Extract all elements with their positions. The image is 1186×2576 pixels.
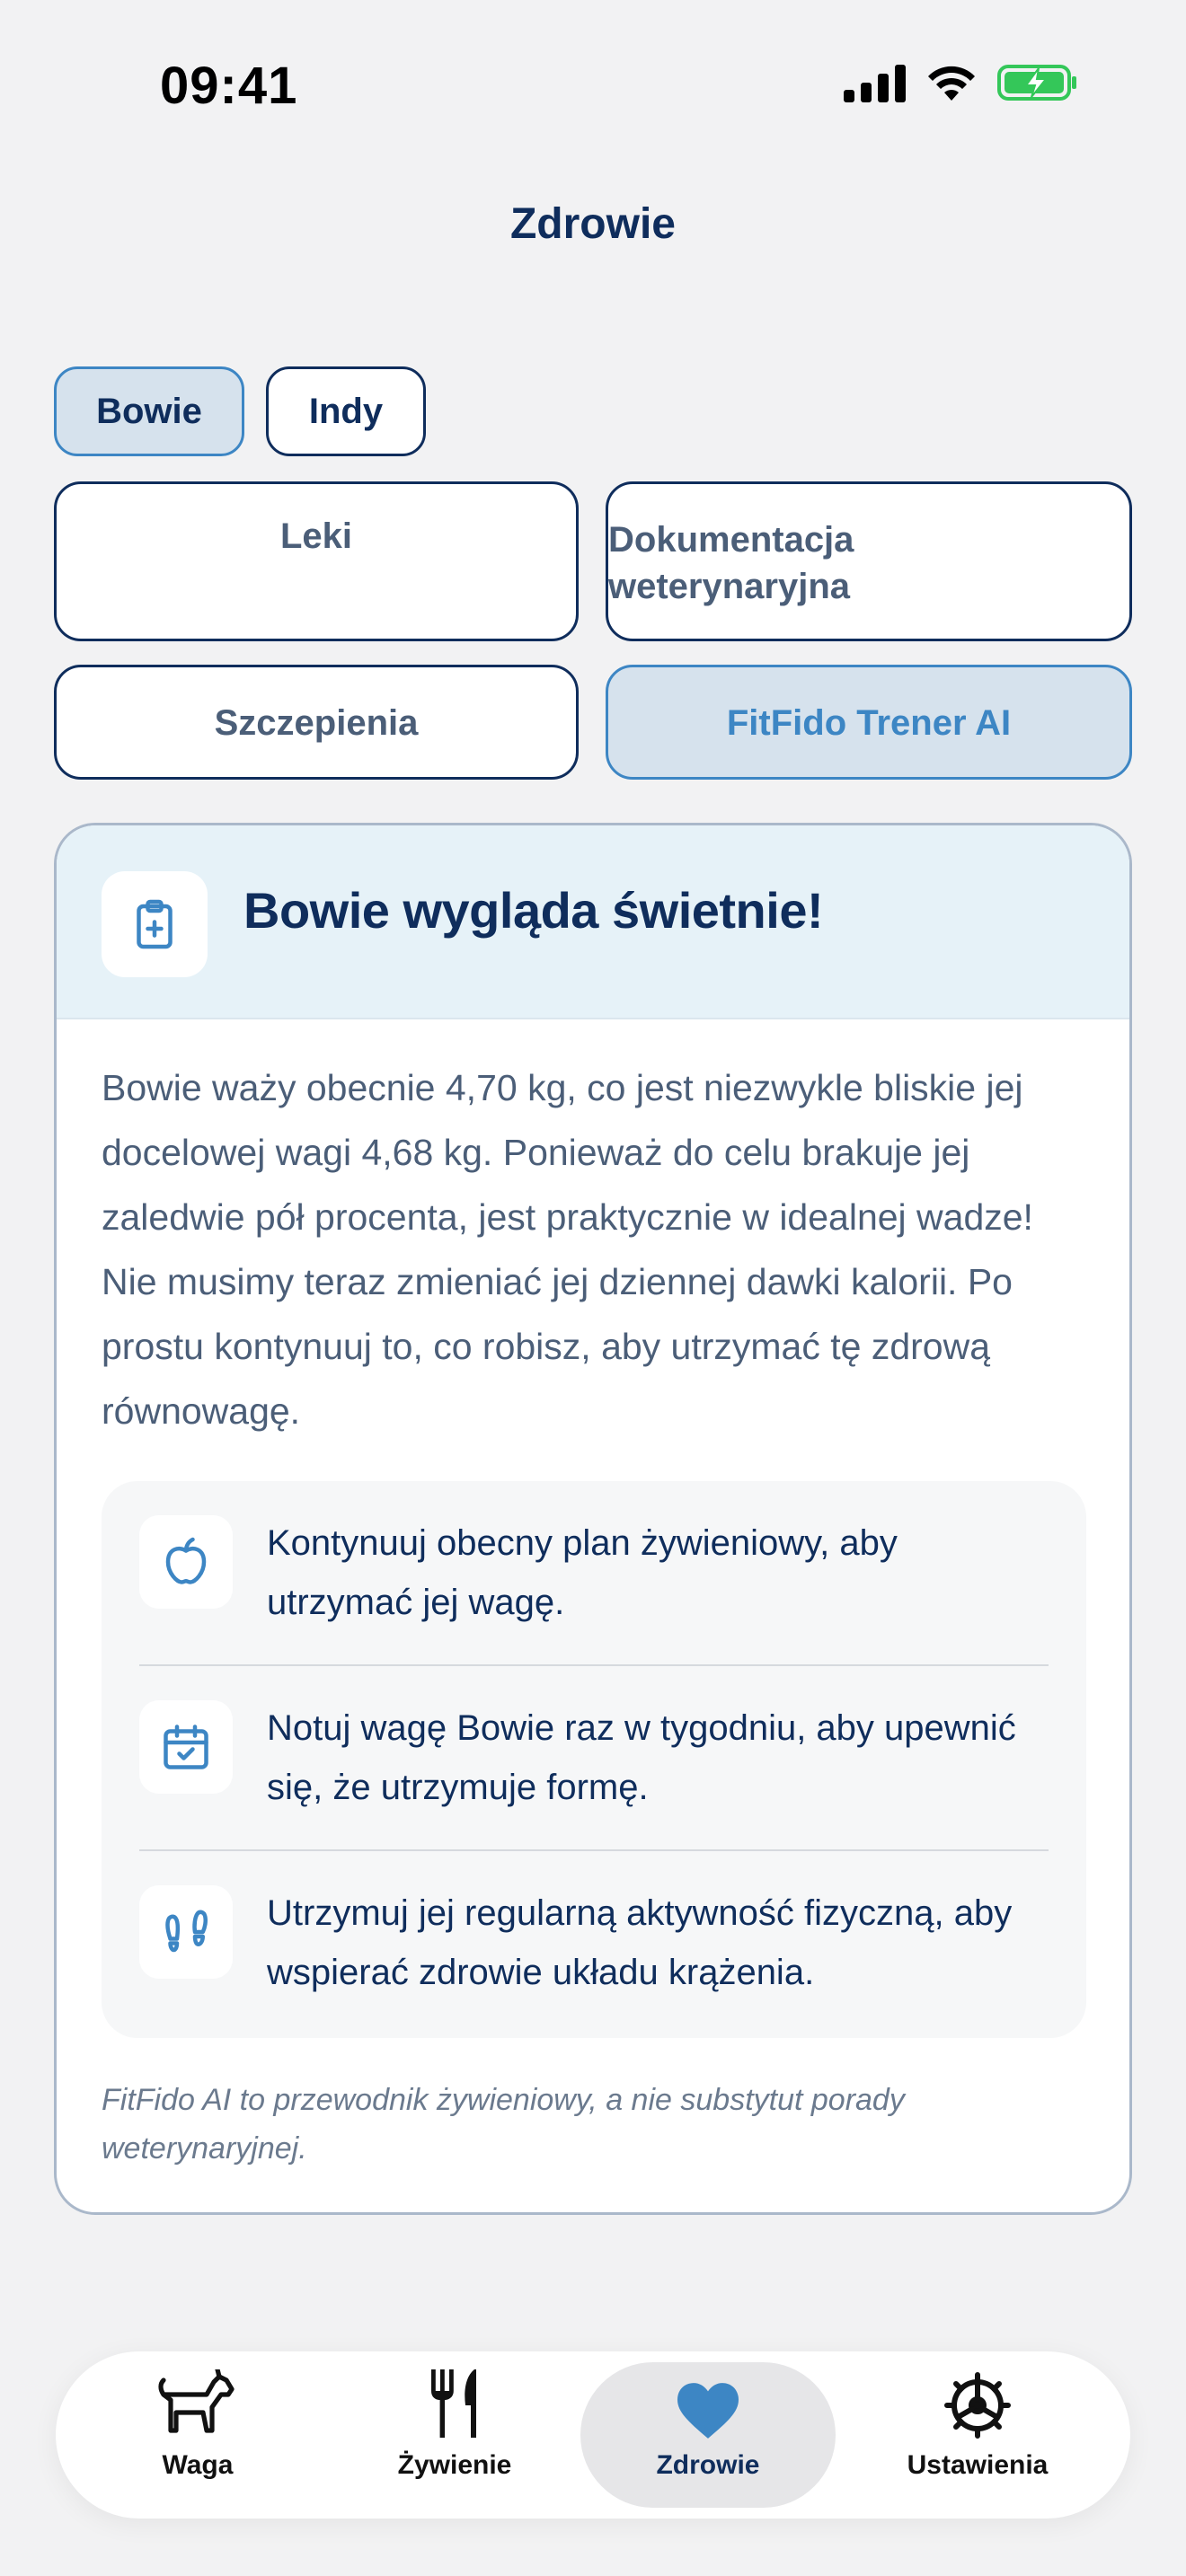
tab-label: Waga: [162, 2450, 234, 2480]
clipboard-plus-icon: [128, 897, 181, 951]
tip-icon-container: [139, 1885, 233, 1979]
heart-icon: [674, 2380, 742, 2441]
tab-waga[interactable]: [70, 2362, 325, 2508]
card-icon-container: [102, 871, 208, 977]
status-time: 09:41: [160, 57, 298, 115]
tip-text: Utrzymuj jej regularną aktywność fizyczną, aby wspierać zdrowie układu krążenia.: [267, 1893, 1013, 1992]
pet-pill-label: Bowie: [96, 391, 202, 431]
tab-label: Żywienie: [397, 2450, 512, 2480]
list-item: [139, 1851, 1049, 2036]
disclaimer: FitFido AI to przewodnik żywieniowy, a nie substytut porady weterynaryjnej.: [102, 2083, 905, 2166]
cellular-signal-icon: [844, 63, 906, 102]
tab-zywienie[interactable]: [327, 2362, 582, 2508]
tab-label: Ustawienia: [907, 2450, 1049, 2480]
wifi-icon: [925, 63, 978, 102]
tab-label: Zdrowie: [656, 2450, 760, 2480]
card-summary: Bowie waży obecnie 4,70 kg, co jest niezwykle bliskie jej docelowej wagi 4,68 kg. Ponieważ do celu brakuje jej zaledwie pół procenta, jest praktycznie w idealnej wadze! Nie musimy teraz zmieniać jej dziennej dawki kalorii. Po prostu kontynuuj to, co robisz, aby utrzymać tę zdrową równowagę.: [102, 1067, 1033, 1432]
list-item: [139, 1481, 1049, 1666]
card-header: [57, 825, 1129, 1019]
calendar-check-icon: [159, 1720, 213, 1774]
pet-pill-bowie[interactable]: [54, 366, 244, 456]
tip-text: Notuj wagę Bowie raz w tygodniu, aby upewnić się, że utrzymuje formę.: [267, 1708, 1016, 1807]
tip-icon-container: [139, 1700, 233, 1794]
status-icons: [844, 63, 1078, 102]
page-title: Zdrowie: [509, 200, 676, 248]
fork-knife-icon: [419, 2366, 491, 2441]
gear-icon: [942, 2369, 1013, 2441]
vaccines-label: Szczepienia: [214, 703, 419, 743]
tab-bar: [56, 2351, 1130, 2519]
meds-label: Leki: [279, 516, 353, 556]
footprints-icon: [159, 1905, 213, 1959]
card-title: Bowie wygląda świetnie!: [243, 882, 824, 939]
vaccines-button[interactable]: [54, 665, 579, 780]
tip-text: Kontynuuj obecny plan żywieniowy, aby utrzymać jej wagę.: [267, 1523, 898, 1622]
pet-pill-label: Indy: [308, 391, 384, 431]
meds-button[interactable]: [54, 481, 579, 641]
ai-coach-label: FitFido Trener AI: [726, 703, 1012, 743]
tab-ustawienia[interactable]: [850, 2362, 1105, 2508]
ai-coach-button[interactable]: [606, 665, 1132, 780]
vet-docs-button[interactable]: [606, 481, 1132, 641]
pet-pill-indy[interactable]: [266, 366, 426, 456]
apple-icon: [159, 1535, 213, 1589]
list-item: [139, 1666, 1049, 1851]
tip-icon-container: [139, 1515, 233, 1609]
ai-coach-card: [54, 823, 1132, 2215]
vet-docs-label: Dokumentacja weterynaryjna: [608, 520, 854, 606]
dog-icon: [153, 2369, 243, 2441]
tips-list: [102, 1481, 1086, 2038]
battery-charging-icon: [997, 63, 1078, 102]
tab-zdrowie[interactable]: [580, 2362, 836, 2508]
